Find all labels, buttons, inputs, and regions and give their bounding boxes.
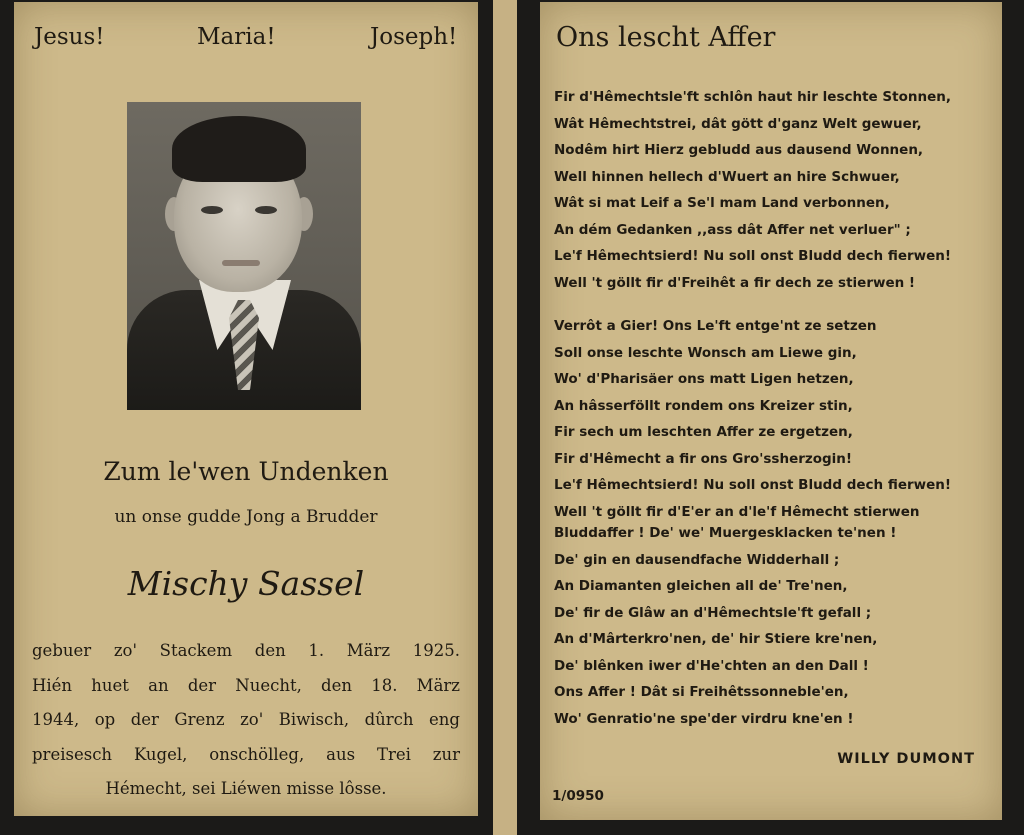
poem-line: Soll onse leschte Wonsch am Liewe gin,: [554, 344, 857, 361]
invocation-jesus: Jesus!: [34, 24, 105, 50]
portrait-photo: [127, 102, 361, 410]
poem-stanza-1: [554, 84, 951, 296]
poem-line: De' fir de Glâw an d'Hêmechtsle'ft gefall ;: [554, 604, 872, 621]
poem-line: Well hinnen hellech d'Wuert an hire Schwuer,: [554, 168, 900, 185]
portrait-eye-left: [201, 206, 223, 214]
poem-line: Nodêm hirt Hierz gebludd aus dausend Wonnen,: [554, 142, 924, 158]
poem-line: Verrôt a Gier! Ons Le'ft entge'nt ze setzen: [554, 318, 877, 334]
poem-line: An hâsserföllt rondem ons Kreizer stin,: [554, 397, 853, 414]
portrait-eye-right: [255, 206, 277, 214]
poem-line: Well 't göllt fir d'E'er an d'le'f Hêmecht stierwen: [554, 503, 920, 520]
poem-line: Fir d'Hêmechtsle'ft schlôn haut hir leschte Stonnen,: [554, 89, 951, 105]
poem-line: Fir sech um leschten Affer ze ergetzen,: [554, 424, 853, 440]
fold-gap: [493, 0, 517, 835]
poem-line: Bluddaffer ! De' we' Muergesklacken te'nen !: [554, 525, 897, 541]
poem-author: WILLY DUMONT: [837, 751, 975, 767]
poem-line: An d'Mârterkro'nen, de' hir Stiere kre'nen,: [554, 631, 878, 647]
memory-title: Zum le'wen Undenken: [103, 457, 389, 486]
invocation-maria: Maria!: [197, 24, 276, 50]
poem-line: Fir d'Hêmecht a fir ons Gro'ssherzogin!: [554, 450, 853, 467]
invocation-row: [14, 24, 478, 60]
poem-line: De' gin en dausendfache Widderhall ;: [554, 551, 840, 568]
bio-line: 1944, op der Grenz zo' Biwisch, dûrch eng: [32, 710, 460, 729]
poem-line: Wât si mat Leif a Se'l mam Land verbonnen,: [554, 195, 890, 211]
memorial-card-right: [540, 2, 1002, 820]
portrait-hair: [172, 116, 306, 182]
poem-title: Ons lescht Affer: [556, 22, 776, 53]
poem-stanza-3: [554, 520, 896, 732]
bio-line: preisesch Kugel, onschölleg, aus Trei zur: [32, 744, 460, 764]
poem-line: An Diamanten gleichen all de' Tre'nen,: [554, 578, 848, 594]
portrait-mouth: [222, 260, 260, 266]
poem-line: Wo' d'Pharisäer ons matt Ligen hetzen,: [554, 371, 854, 387]
poem-line: Wo' Genratio'ne spe'der virdru kne'en !: [554, 710, 854, 727]
poem-line: Le'f Hêmechtsierd! Nu soll onst Bludd dech fierwen!: [554, 477, 952, 493]
bio-line: gebuer zo' Stackem den 1. März 1925.: [32, 641, 460, 660]
poem-line: Well 't göllt fir d'Freihêt a fir dech ze stierwen !: [554, 274, 916, 291]
deceased-name: Mischy Sassel: [127, 564, 365, 603]
poem-line: Wât Hêmechtstrei, dât gött d'ganz Welt gewuer,: [554, 115, 922, 132]
poem-line: An dém Gedanken ,,ass dât Affer net verluer" ;: [554, 221, 911, 238]
poem-line: Ons Affer ! Dât si Freihêtssonneble'en,: [554, 684, 849, 700]
invocation-joseph: Joseph!: [370, 24, 458, 50]
poem-line: De' blênken iwer d'He'chten an den Dall !: [554, 657, 869, 674]
poem-stanza-2: [554, 313, 951, 525]
dedication-line: un onse gudde Jong a Brudder: [114, 507, 378, 527]
bio-line: Hién huet an der Nuecht, den 18. März: [32, 675, 460, 695]
biography-text: [32, 634, 460, 807]
card-number: 1/0950: [552, 788, 604, 804]
memorial-card-left: [14, 2, 478, 816]
bio-line: Hémecht, sei Liéwen misse lôsse.: [105, 779, 387, 798]
poem-line: Le'f Hêmechtsierd! Nu soll onst Bludd dech fierwen!: [554, 248, 952, 264]
